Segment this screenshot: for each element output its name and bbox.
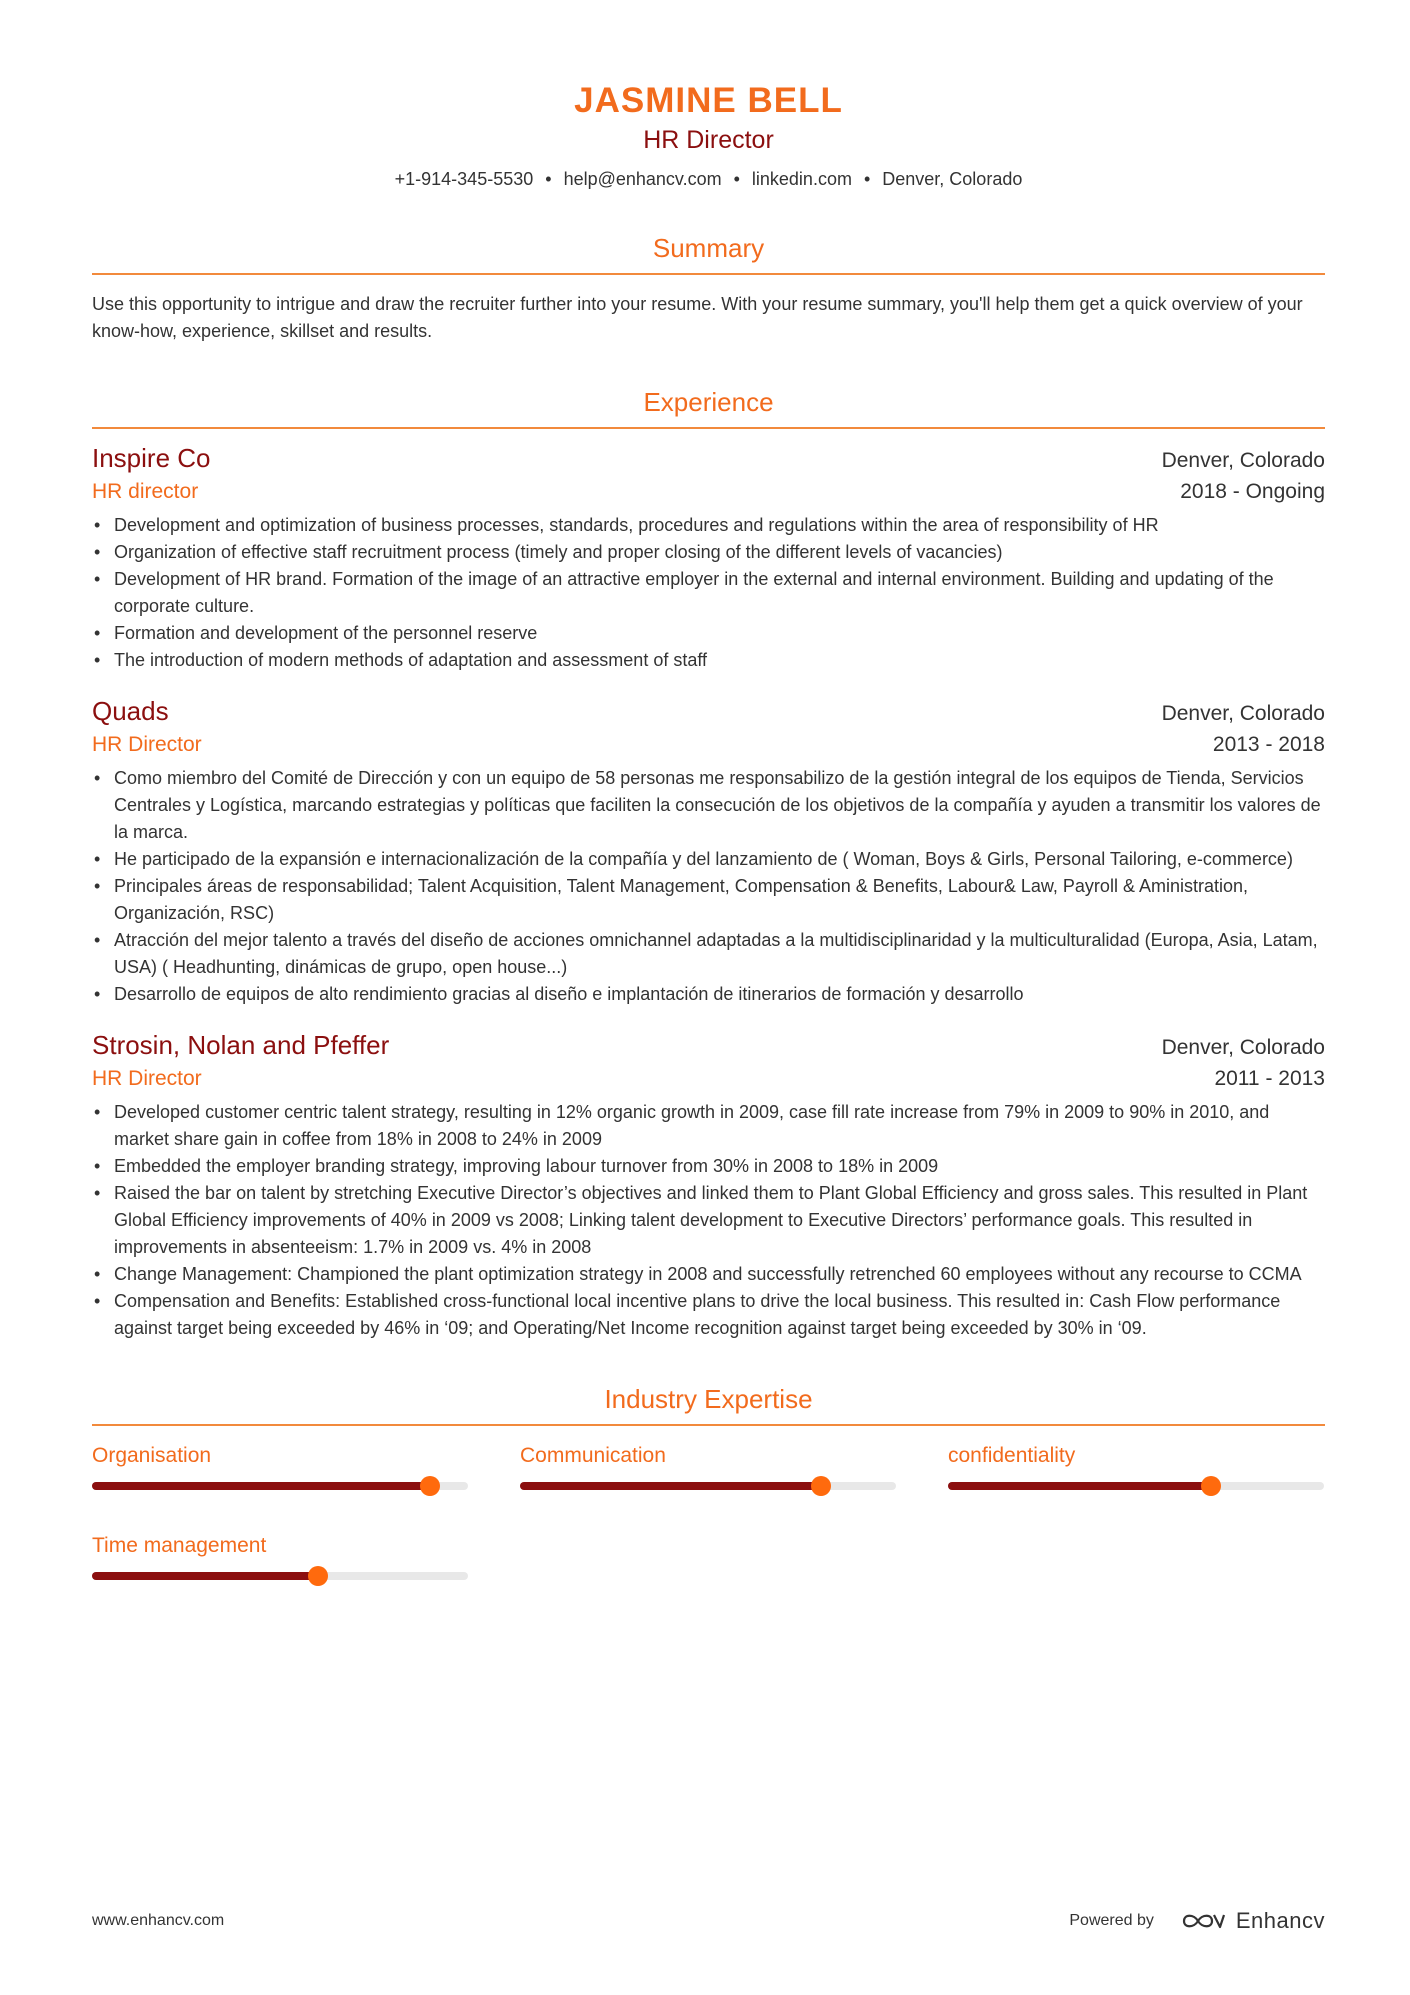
job-subheader-row (92, 1063, 1325, 1095)
job-bullet: • Desarrollo de equipos de alto rendimiento gracias al diseño e implantación de itinerarios de formación y desarrollo (114, 981, 1325, 1008)
job-bullet: • Developed customer centric talent strategy, resulting in 12% organic growth in 2009, case fill rate increase from 79% in 2009 to 90% in 2010, and market share gain in coffee from 18% in 2008 to 24% in 2009 (114, 1099, 1325, 1153)
skill-name: Communication (520, 1444, 666, 1467)
summary-section (92, 231, 1325, 345)
skill-bar-fill (92, 1482, 430, 1490)
contact-phone: +1-914-345-5530 (394, 169, 534, 189)
job-bullets (92, 512, 1325, 674)
skill-bar-track (520, 1482, 896, 1490)
experience-section (92, 385, 1325, 1342)
resume-page (92, 0, 1325, 1995)
job-bullet: • Organization of effective staff recruitment process (timely and proper closing of the different levels of vacancies) (114, 539, 1325, 566)
contact-linkedin: linkedin.com (751, 169, 852, 189)
skill-bar-track (92, 1482, 468, 1490)
job-title: HR director (92, 480, 199, 503)
skill-bar-fill (92, 1572, 318, 1580)
skill-bar-dot (811, 1476, 831, 1496)
page-footer (92, 1908, 1325, 1934)
job-bullet: • Development and optimization of business processes, standards, procedures and regulations within the area of responsibility of HR (114, 512, 1325, 539)
job-dates: 2013 - 2018 (1212, 733, 1325, 756)
enhancv-logo-icon (1180, 1910, 1226, 1932)
skill-item (92, 1440, 468, 1490)
job-header-row (92, 441, 1325, 476)
job-dates: 2011 - 2013 (1214, 1067, 1325, 1090)
job-dates: 2018 - Ongoing (1180, 480, 1325, 503)
job-title: HR Director (92, 1067, 202, 1090)
job-entry (92, 1028, 1325, 1342)
expertise-section (92, 1382, 1325, 1580)
job-location: Denver, Colorado (1161, 1036, 1325, 1059)
resume-header (92, 0, 1325, 191)
job-subheader-row (92, 729, 1325, 761)
job-location: Denver, Colorado (1161, 702, 1325, 725)
skill-item (520, 1440, 896, 1490)
job-subheader-row (92, 476, 1325, 508)
expertise-title: Industry Expertise (604, 1384, 813, 1414)
footer-website[interactable]: www.enhancv.com (92, 1912, 225, 1929)
skill-bar-track (948, 1482, 1324, 1490)
job-header-row (92, 694, 1325, 729)
skill-item (948, 1440, 1324, 1490)
job-bullets (92, 765, 1325, 1008)
section-divider (92, 273, 1325, 275)
job-bullet: • Embedded the employer branding strategy, improving labour turnover from 30% in 2008 to 18% in 2009 (114, 1153, 1325, 1180)
job-company: Quads (92, 696, 169, 726)
job-company: Strosin, Nolan and Pfeffer (92, 1030, 390, 1060)
candidate-role: HR Director (643, 126, 774, 154)
skill-bar-dot (1201, 1476, 1221, 1496)
job-bullet: • Atracción del mejor talento a través del diseño de acciones omnichannel adaptadas a la multidisciplinaridad y la multiculturalidad (Europa, Asia, Latam, USA) ( Headhunting, dinámicas de grupo, open house...) (114, 927, 1325, 981)
skill-bar-fill (520, 1482, 821, 1490)
job-entry (92, 694, 1325, 1008)
job-bullet: • Development of HR brand. Formation of the image of an attractive employer in the external and internal environment. Building and updating of the corporate culture. (114, 566, 1325, 620)
skill-name: Organisation (92, 1444, 212, 1467)
section-divider (92, 427, 1325, 429)
skill-bar-dot (420, 1476, 440, 1496)
summary-title: Summary (652, 233, 765, 263)
job-entry (92, 441, 1325, 674)
section-divider (92, 1424, 1325, 1426)
job-bullet: • Formation and development of the personnel reserve (114, 620, 1325, 647)
job-title: HR Director (92, 733, 202, 756)
candidate-name: JASMINE BELL (574, 81, 843, 120)
powered-by-label: Powered by (1069, 1912, 1154, 1929)
contact-line (92, 167, 1325, 191)
job-bullet: • Principales áreas de responsabilidad; Talent Acquisition, Talent Management, Compensation & Benefits, Labour& Law, Payroll & Aministration, Organización, RSC) (114, 873, 1325, 927)
job-bullet: • The introduction of modern methods of adaptation and assessment of staff (114, 647, 1325, 674)
job-bullet: • Raised the bar on talent by stretching Executive Director’s objectives and linked them to Plant Global Efficiency and gross sales. This resulted in Plant Global Efficiency improvements of 40% in 2009 vs 2008; Linking talent development to Executive Directors’ performance goals. This resulted in improvements in absenteeism: 1.7% in 2009 vs. 4% in 2008 (114, 1180, 1325, 1261)
job-bullet: • Change Management: Championed the plant optimization strategy in 2008 and successfully retrenched 60 employees without any recourse to CCMA (114, 1261, 1325, 1288)
skill-name: Time management (92, 1534, 267, 1557)
job-location: Denver, Colorado (1161, 449, 1325, 472)
job-bullets (92, 1099, 1325, 1342)
skill-bar-track (92, 1572, 468, 1580)
bullet-separator: • (863, 169, 871, 189)
bullet-separator: • (545, 169, 552, 189)
job-bullet: • Compensation and Benefits: Established cross-functional local incentive plans to drive the local business. This resulted in: Cash Flow performance against target being exceeded by 46% in ‘09; and Operating/Net Income recognition against target being exceeded by 30% in ‘09. (114, 1288, 1325, 1342)
job-header-row (92, 1028, 1325, 1063)
experience-title: Experience (643, 387, 774, 417)
skill-name: confidentiality (948, 1444, 1076, 1467)
skill-bar-fill (948, 1482, 1211, 1490)
job-bullet: • Como miembro del Comité de Dirección y con un equipo de 58 personas me responsabilizo de la gestión integral de los equipos de Tienda, Servicios Centrales y Logística, marcando estrategias y políticas que faciliten la consecución de los objetivos de la compañía y ayuden a transmitir los valores de la marca. (114, 765, 1325, 846)
powered-by (1069, 1908, 1325, 1934)
skill-bar-dot (308, 1566, 328, 1586)
skills-grid (92, 1440, 1325, 1580)
job-company: Inspire Co (92, 443, 211, 473)
summary-text: Use this opportunity to intrigue and draw the recruiter further into your resume. With your resume summary, you'll help them get a quick overview of your know-how, experience, skillset and results. (92, 294, 1303, 341)
contact-email: help@enhancv.com (563, 169, 722, 189)
contact-location: Denver, Colorado (882, 169, 1023, 189)
job-bullet: • He participado de la expansión e internacionalización de la compañía y del lanzamiento de ( Woman, Boys & Girls, Personal Tailoring, e-commerce) (114, 846, 1325, 873)
brand[interactable] (1180, 1908, 1325, 1934)
bullet-separator: • (733, 169, 740, 189)
brand-name: Enhancv (1235, 1908, 1325, 1933)
skill-item (92, 1530, 468, 1580)
